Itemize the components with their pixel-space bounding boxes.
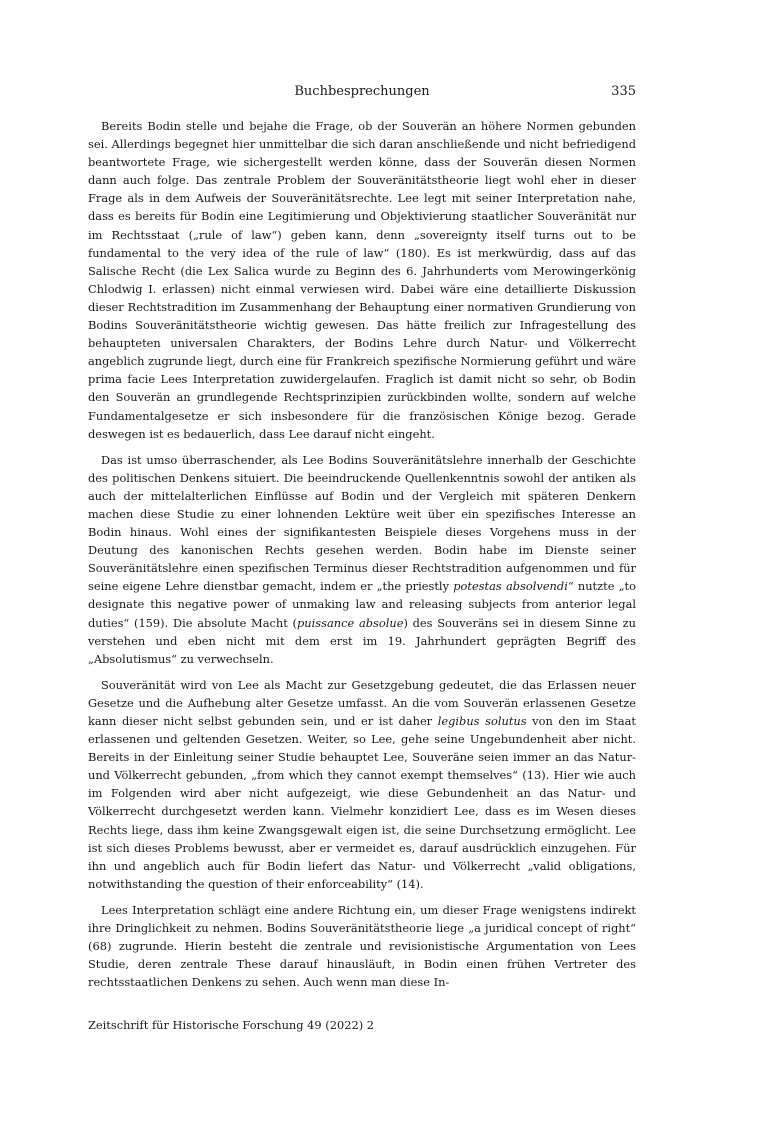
journal-footer: Zeitschrift für Historische Forschung 49 (2022) 2 xyxy=(88,1018,375,1032)
italic-term: legibus solutus xyxy=(437,714,527,728)
body-paragraph xyxy=(88,676,636,893)
article-body xyxy=(88,117,636,999)
paragraph-text: von den im Staat erlassenen und geltenden Gesetzen. Weiter, so Lee, gehe seine Ungebundenheit aber nicht. Bereits in der Einleitung seiner Studie behauptet Lee, Souveräne seien immer an das Natur- und Völkerrecht gebunden, „from which they cannot exempt themselves“ (13). Hier wie auch im Folgenden wird aber nicht aufgezeigt, wie diese Gebundenheit an das Natur- und Völkerrecht durchgesetzt werden kann. Vielmehr konzidiert Lee, dass es im Wesen dieses Rechts liege, dass ihm keine Zwangsgewalt eigen ist, die seine Durchsetzung ermöglicht. Lee ist sich dieses Problems bewusst, aber er vermeidet es, darauf ausdrücklich einzugehen. Für ihn und angeblich auch für Bodin liefert das Natur- und Völkerrecht „valid obligations, notwithstanding the question of their enforceability“ (14). xyxy=(88,714,636,891)
body-paragraph xyxy=(88,117,636,443)
section-title: Buchbesprechungen xyxy=(294,84,430,99)
body-paragraph xyxy=(88,901,636,991)
running-header xyxy=(88,84,636,104)
italic-term: puissance absolue xyxy=(297,615,404,630)
paragraph-text: Lees Interpretation schlägt eine andere Richtung ein, um dieser Frage wenigstens indirekt ihre Dringlichkeit zu nehmen. Bodins Souveränitätstheorie liege „a juridical concept of right“ (68) zugrunde. Hierin besteht die zentrale und revisionistische Argumentation von Lees Studie, deren zentrale These darauf hinausläuft, in Bodin einen frühen Vertreter des rechtsstaatlichen Denkens zu sehen. Auch wenn man diese In- xyxy=(88,902,636,990)
paragraph-text: Bereits Bodin stelle und bejahe die Frage, ob der Souverän an höhere Normen gebunden sei. Allerdings begegnet hier unmittelbar die sich daran anschließende und nicht befriedigend beantwortete Frage, wie sichergestellt werden könne, dass der Souverän diesen Normen dann auch folge. Das zentrale Problem der Souveränitätstheorie liegt wohl eher in dieser Frage als in dem Aufweis der Souveränitätsrechte. Lee legt mit seiner Interpretation nahe, dass es bereits für Bodin eine Legitimierung und Objektivierung staatlicher Souveränität nur im Rechtsstaat („rule of law“) geben kann, denn „sovereignty itself turns out to be fundamental to the very idea of the rule of law“ (180). Es ist merkwürdig, dass auf das Salische Recht (die Lex Salica wurde zu Beginn des 6. Jahrhunderts vom Merowingerkönig Chlodwig I. erlassen) nicht einmal verwiesen wird. Dabei wäre eine detaillierte Diskussion dieser Rechtstradition im Zusammenhang der Behauptung einer normativen Grundierung von Bodins Souveränitätstheorie wichtig gewesen. Das hätte freilich zur Infragestellung des behaupteten universalen Charakters, der Bodins Lehre durch Natur- und Völkerrecht angeblich zugrunde liegt, durch eine für Frankreich spezifische Normierung geführt und wäre prima facie Lees Interpretation zuwidergelaufen. Fraglich ist damit nicht so sehr, ob Bodin den Souverän an grundlegende Rechtsprinzipien zurückbinden wollte, sondern auf welche Fundamentalgesetze er sich insbesondere für die französischen Könige bezog. Gerade deswegen ist es bedauerlich, dass Lee darauf nicht eingeht. xyxy=(88,119,636,441)
paragraph-text: Das ist umso überraschender, als Lee Bodins Souveränitätslehre innerhalb der Geschichte des politischen Denkens situiert. Die beeindruckende Quellenkenntnis sowohl der antiken als auch der mittelalterlichen Einflüsse auf Bodin und der Vergleich mit späteren Denkern machen diese Studie zu einer lohnenden Lektüre weit über ein spezifisches Interesse an Bodin hinaus. Wohl eines der signifikantesten Beispiele dieses Vorgehens muss in der Deutung des kanonischen Rechts gesehen werden. Bodin habe im Dienste seiner Souveränitätslehre einen spezifischen Terminus dieser Rechtstradition aufgenommen und für seine eigene Lehre dienstbar gemacht, indem er „the priestly xyxy=(88,452,636,594)
italic-term: potestas absolvendi xyxy=(453,579,568,594)
paragraph-text: ) des Souveräns sei in diesem Sinne zu verstehen und eben nicht mit dem erst im 19. Jahrhundert geprägten Begriff des „Absolutismus“ zu verwechseln. xyxy=(88,615,636,666)
page-number: 335 xyxy=(611,84,636,99)
paragraph-text: Souveränität wird von Lee als Macht zur Gesetzgebung gedeutet, die das Erlassen neuer Gesetze und die Aufhebung alter Gesetze umfasst. An die vom Souverän erlassenen Gesetze kann dieser nicht selbst gebunden sein, und er ist daher xyxy=(88,677,636,728)
body-paragraph xyxy=(88,451,636,668)
paragraph-text: “ nutzte „to designate this negative power of unmaking law and releasing subjects from anterior legal duties“ (159). Die absolute Macht ( xyxy=(88,579,636,630)
